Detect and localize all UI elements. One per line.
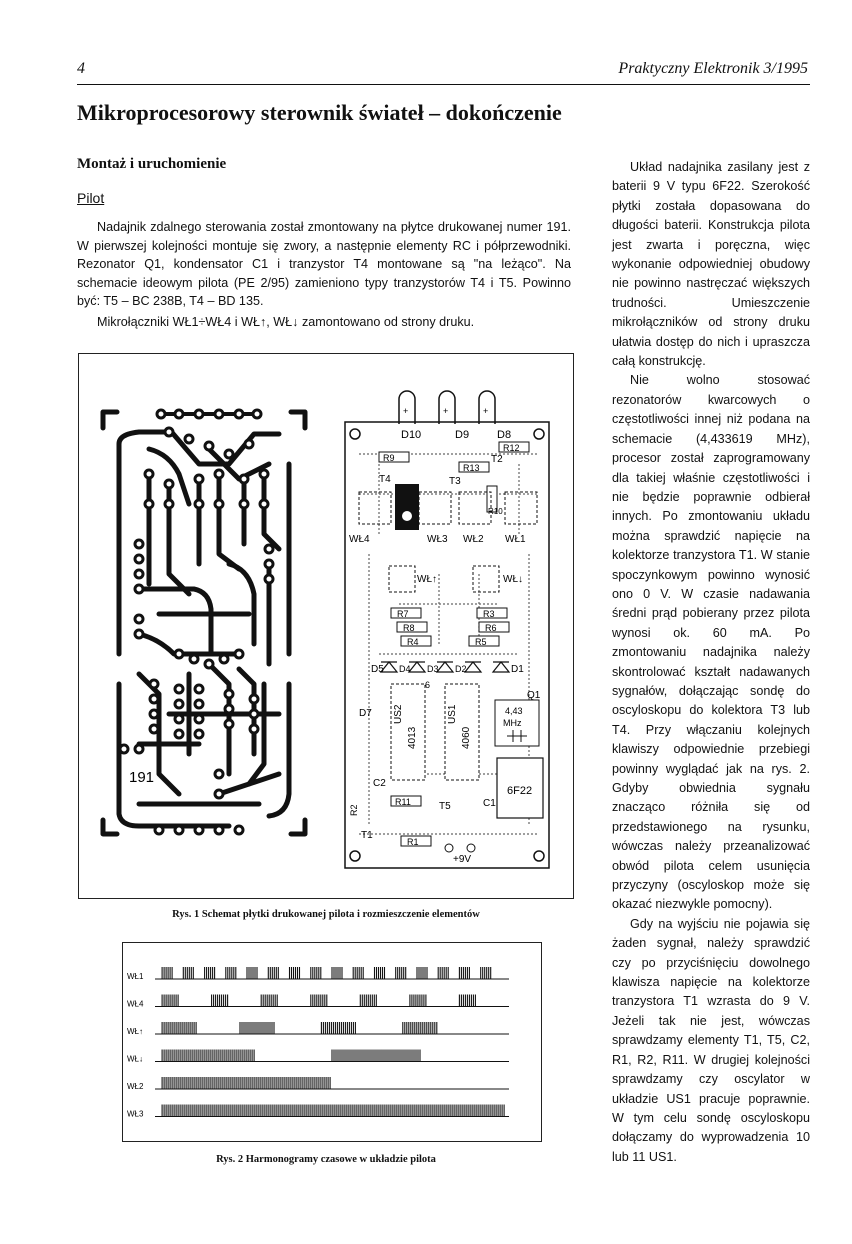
svg-text:+: + (443, 406, 449, 416)
label-d7: D7 (359, 708, 372, 719)
figure-2 (122, 942, 542, 1142)
timing-burst (459, 995, 475, 1007)
page-number: 4 (77, 60, 85, 77)
paragraph: Nadajnik zdalnego sterowania został zmontowany na płytce drukowanej numer 191. W pierwszej kolejności montuje się zwory, a następnie elementy RC i półprzewodniki. Rezonator Q1, kondensator C1 i tranzystor T4 montowane są "na leżąco". Na schemacie ideowym pilota (PE 2/95) zamieniono typy tranzystorów T4 i T5. Powinno być: T5 – BC 238B, T4 – BD 135. (77, 220, 571, 309)
timing-row-label: WŁ3 (127, 1109, 144, 1119)
timing-burst (321, 1022, 355, 1034)
timing-burst (311, 995, 327, 1007)
figure-1-caption: Rys. 1 Schemat płytki drukowanej pilota i rozmieszczenie elementów (172, 909, 480, 920)
timing-row-label: WŁ4 (127, 999, 144, 1009)
label-r3: R3 (483, 609, 495, 619)
timing-burst (311, 967, 321, 979)
timing-burst (360, 995, 376, 1007)
label-us1: US1 (447, 704, 458, 724)
section-heading: Montaż i uruchomienie (77, 156, 227, 172)
timing-burst (332, 1050, 420, 1062)
label-r9: R9 (383, 453, 395, 463)
label-d10: D10 (401, 429, 422, 441)
label-r12: R12 (503, 443, 520, 453)
timing-burst (183, 967, 193, 979)
paragraph: Układ nadajnika zasilany jest z baterii 9 V typu 6F22. Szerokość płytki została dopasowana do długości baterii. Konstrukcja pilota jest zwarta i poręczna, więc wykonanie odpowiedniej obudowy nie powinno nastręczać większych trudności. Umieszczenie mikrołączników od strony druku ułatwia dostęp do nich i upraszcza całą konstrukcję. (612, 160, 810, 369)
label-r13: R13 (463, 463, 480, 473)
label-ic-4060: 4060 (461, 726, 472, 749)
pcb-drawing (79, 354, 573, 898)
subsection-heading: Pilot (77, 190, 105, 206)
timing-burst (162, 967, 172, 979)
label-d2: D2 (455, 664, 467, 674)
timing-burst (438, 967, 448, 979)
timing-burst (417, 967, 427, 979)
timing-burst (459, 967, 469, 979)
article-title: Mikroprocesorowy sterownik świateł – dokończenie (77, 100, 562, 125)
timing-burst (290, 967, 300, 979)
timing-burst (396, 967, 406, 979)
label-wl-up: WŁ↑ (417, 574, 437, 585)
label-d5: D5 (371, 664, 384, 675)
label-us2: US2 (393, 704, 404, 724)
label-r10: R10 (488, 507, 503, 516)
label-d8: D8 (497, 429, 512, 441)
label-plus9v: +9V (453, 854, 472, 865)
timing-burst (332, 967, 342, 979)
label-r5: R5 (475, 637, 487, 647)
label-r8: R8 (403, 623, 415, 633)
label-t5: T5 (439, 801, 451, 812)
timing-burst (353, 967, 363, 979)
label-r4: R4 (407, 637, 419, 647)
label-q1: Q1 (527, 690, 541, 701)
timing-burst (403, 1022, 437, 1034)
label-c2: C2 (373, 778, 386, 789)
label-r7: R7 (397, 609, 409, 619)
timing-burst (375, 967, 385, 979)
timing-burst (162, 1022, 196, 1034)
timing-burst (261, 995, 277, 1007)
header-rule (77, 84, 810, 85)
figure-1 (78, 353, 574, 899)
label-d4: D4 (399, 664, 411, 674)
timing-row-label: WŁ2 (127, 1082, 144, 1091)
timing-diagram (123, 943, 541, 1141)
timing-row-label: WŁ1 (127, 972, 144, 981)
label-r1: R1 (407, 837, 419, 847)
left-text-block (77, 218, 571, 334)
timing-burst (268, 967, 278, 979)
timing-burst (247, 967, 257, 979)
label-d6: 6 (425, 680, 431, 690)
timing-burst (205, 967, 215, 979)
label-t2: T2 (491, 454, 503, 465)
timing-burst (162, 1105, 504, 1117)
timing-burst (226, 967, 236, 979)
label-r6: R6 (485, 623, 497, 633)
paragraph: Nie wolno stosować rezonatorów kwarcowych o częstotliwości innej niż podana na schemacie (4,433619 MHz), procesor został zaprogramowany dla takiej właśnie częstotliwości i nie będzie poprawnie odbierał innych. Po zmontowaniu układu można sprawdzić napięcie na kolektorze tranzystora T1. W stanie spoczynkowym powinno wynosić ono 0 V. W czasie nadawania średni prąd pobierany przez pilota wynosi ok. 60 mA. Po zmontowaniu nadajnika należy skontrolować kształt nadawanych sygnałów, dołączając sondę do oscyloskopu do kolektora T3 lub T4. Przy włączaniu kolejnych klawiszy odpowiednie przebiegi powinny wyglądać jak na rys. 2. Gdyby obwiednia sygnału znacząco różniła się od przedstawionego na rysunku, wówczas należy przeanalizować obwód pilota celem usunięcia przyczyny (oscyloskop może się okazać niezwykle pomocny). (612, 373, 810, 912)
label-wl3: WŁ3 (427, 534, 448, 545)
svg-text:+: + (403, 406, 409, 416)
timing-row-label: WŁ↓ (127, 1054, 143, 1064)
timing-burst (481, 967, 491, 979)
label-c1: C1 (483, 798, 496, 809)
board-number: 191 (129, 769, 155, 786)
label-wl1: WŁ1 (505, 534, 526, 545)
label-d9: D9 (455, 429, 470, 441)
label-r2: R2 (349, 804, 359, 816)
label-battery: 6F22 (507, 785, 533, 797)
label-freq: 4,43 (505, 706, 523, 716)
label-wl4: WŁ4 (349, 534, 370, 545)
label-wl-down: WŁ↓ (503, 574, 523, 585)
label-t4: T4 (379, 474, 391, 485)
timing-burst (240, 1022, 274, 1034)
timing-burst (212, 995, 228, 1007)
pcb-component-side (345, 391, 549, 868)
paragraph: Mikrołączniki WŁ1÷WŁ4 i WŁ↑, WŁ↓ zamontowano od strony druku. (97, 314, 475, 329)
timing-burst (162, 1077, 330, 1089)
paragraph: Gdy na wyjściu nie pojawia się żaden sygnał, należy sprawdzić czy po przyciśnięciu dowolnego klawisza napięcie na kolektorze tranzystora T1 wzrasta do 9 V. Jeżeli tak nie jest, wówczas sprawdzamy elementy T1, T5, C2, R1, R2, R11. W drugiej kolejności sprawdzamy czy oscylator w układzie US1 pracuje poprawnie. W tym celu sondę oscyloskopu dołączamy do wyprowadzenia 10 lub 11 US1. (612, 916, 810, 1164)
label-t3: T3 (449, 476, 461, 487)
label-mhz: MHz (503, 718, 522, 728)
figure-2-caption: Rys. 2 Harmonogramy czasowe w układzie pilota (216, 1154, 436, 1165)
timing-row-label: WŁ↑ (127, 1027, 143, 1036)
label-r11: R11 (395, 797, 411, 807)
journal-title: Praktyczny Elektronik 3/1995 (618, 60, 808, 77)
timing-burst (162, 1050, 254, 1062)
svg-text:+: + (483, 406, 489, 416)
label-wl2: WŁ2 (463, 534, 484, 545)
label-t1: T1 (361, 830, 373, 841)
timing-burst (410, 995, 426, 1007)
right-column (612, 158, 810, 1167)
label-d1: D1 (511, 664, 524, 675)
label-d3: D3 (427, 664, 439, 674)
label-ic-4013: 4013 (407, 726, 418, 749)
timing-burst (162, 995, 178, 1007)
